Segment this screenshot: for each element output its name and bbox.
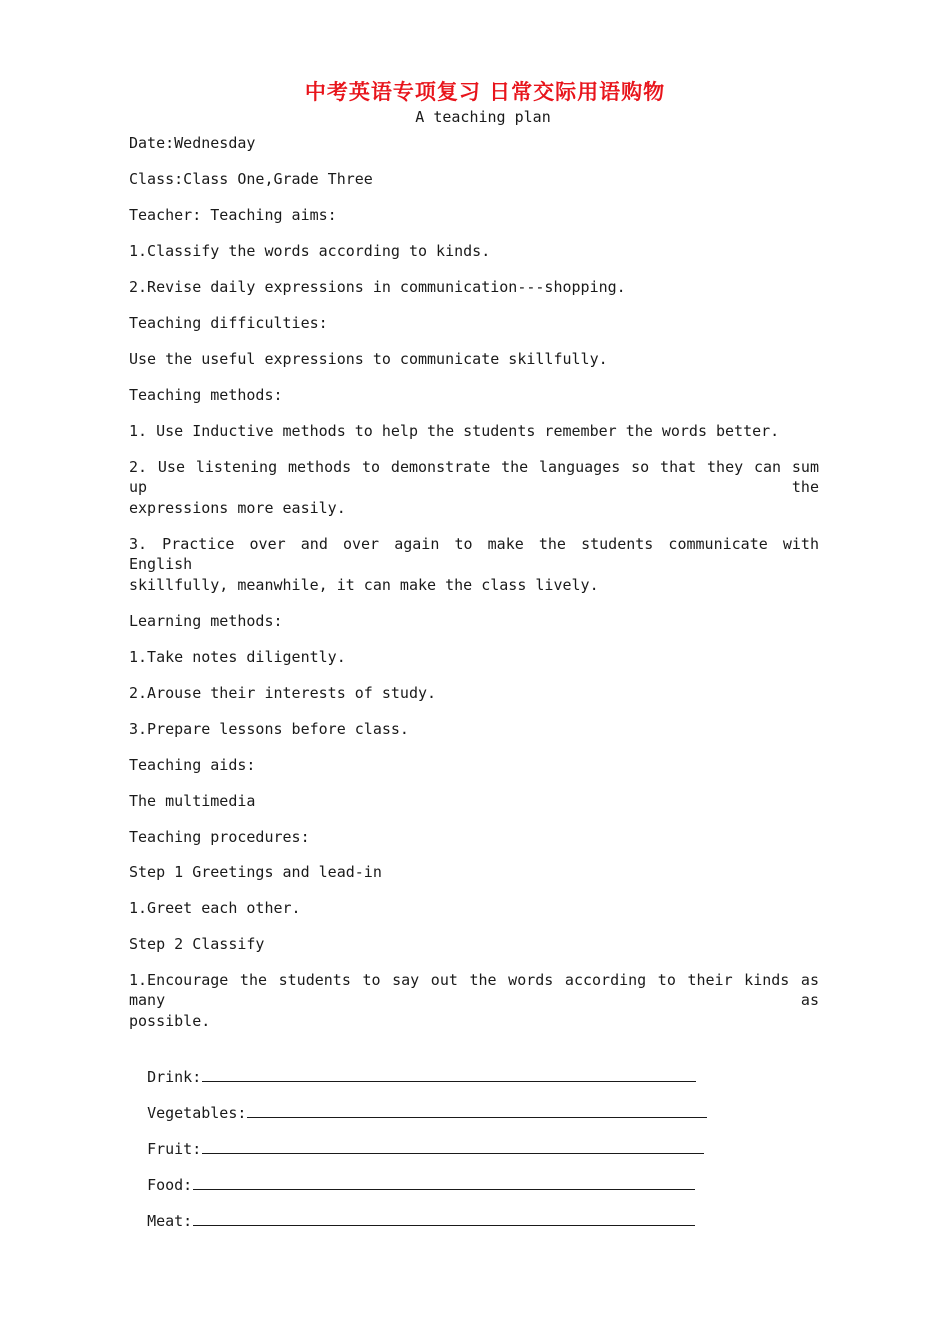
answer-blank-line[interactable]: [193, 1175, 695, 1190]
learning-heading: Learning methods:: [129, 612, 283, 630]
class-line: Class:Class One,Grade Three: [129, 170, 373, 188]
fill-blank-label: Vegetables:: [147, 1104, 247, 1122]
difficulties-text: Use the useful expressions to communicate skillfully.: [129, 350, 608, 368]
document-subtitle: A teaching plan: [415, 108, 551, 126]
fill-blank-meat: [129, 1191, 695, 1231]
method-item-line: expressions more easily.: [129, 499, 346, 517]
method-item-line: skillfully, meanwhile, it can make the class lively.: [129, 576, 599, 594]
date-line: Date:Wednesday: [129, 134, 256, 152]
fill-blank-food: [129, 1155, 695, 1195]
fill-blank-drink: [129, 1047, 696, 1087]
fill-blank-label: Meat:: [147, 1212, 193, 1230]
procedures-heading: Teaching procedures:: [129, 828, 310, 846]
step-heading: Step 1 Greetings and lead-in: [129, 863, 382, 881]
teacher-line: Teacher: Teaching aims:: [129, 206, 337, 224]
step-item: 1.Greet each other.: [129, 899, 301, 917]
answer-blank-line[interactable]: [193, 1211, 695, 1226]
aids-heading: Teaching aids:: [129, 756, 256, 774]
answer-blank-line[interactable]: [202, 1139, 704, 1154]
method-item-line: 3. Practice over and over again to make the students communicate with English: [129, 535, 819, 573]
method-item-line: 2. Use listening methods to demonstrate the languages so that they can sum up the: [129, 458, 819, 496]
document-title: 中考英语专项复习 日常交际用语购物: [304, 79, 666, 104]
step-item-line: 1.Encourage the students to say out the words according to their kinds as many as: [129, 971, 819, 1009]
fill-blank-vegetables: [129, 1083, 707, 1123]
aim-item: 1.Classify the words according to kinds.: [129, 242, 491, 260]
fill-blank-label: Fruit:: [147, 1140, 202, 1158]
fill-blank-fruit: [129, 1119, 704, 1159]
step-item-line: possible.: [129, 1012, 211, 1030]
learning-item: 1.Take notes diligently.: [129, 648, 346, 666]
method-item: 1. Use Inductive methods to help the students remember the words better.: [129, 422, 780, 440]
aim-item: 2.Revise daily expressions in communication---shopping.: [129, 278, 626, 296]
fill-blank-label: Drink:: [147, 1068, 202, 1086]
aids-text: The multimedia: [129, 792, 256, 810]
answer-blank-line[interactable]: [247, 1103, 707, 1118]
learning-item: 2.Arouse their interests of study.: [129, 684, 437, 702]
difficulties-heading: Teaching difficulties:: [129, 314, 328, 332]
answer-blank-line[interactable]: [202, 1067, 696, 1082]
fill-blank-label: Food:: [147, 1176, 193, 1194]
step-heading: Step 2 Classify: [129, 935, 265, 953]
learning-item: 3.Prepare lessons before class.: [129, 720, 409, 738]
methods-heading: Teaching methods:: [129, 386, 283, 404]
